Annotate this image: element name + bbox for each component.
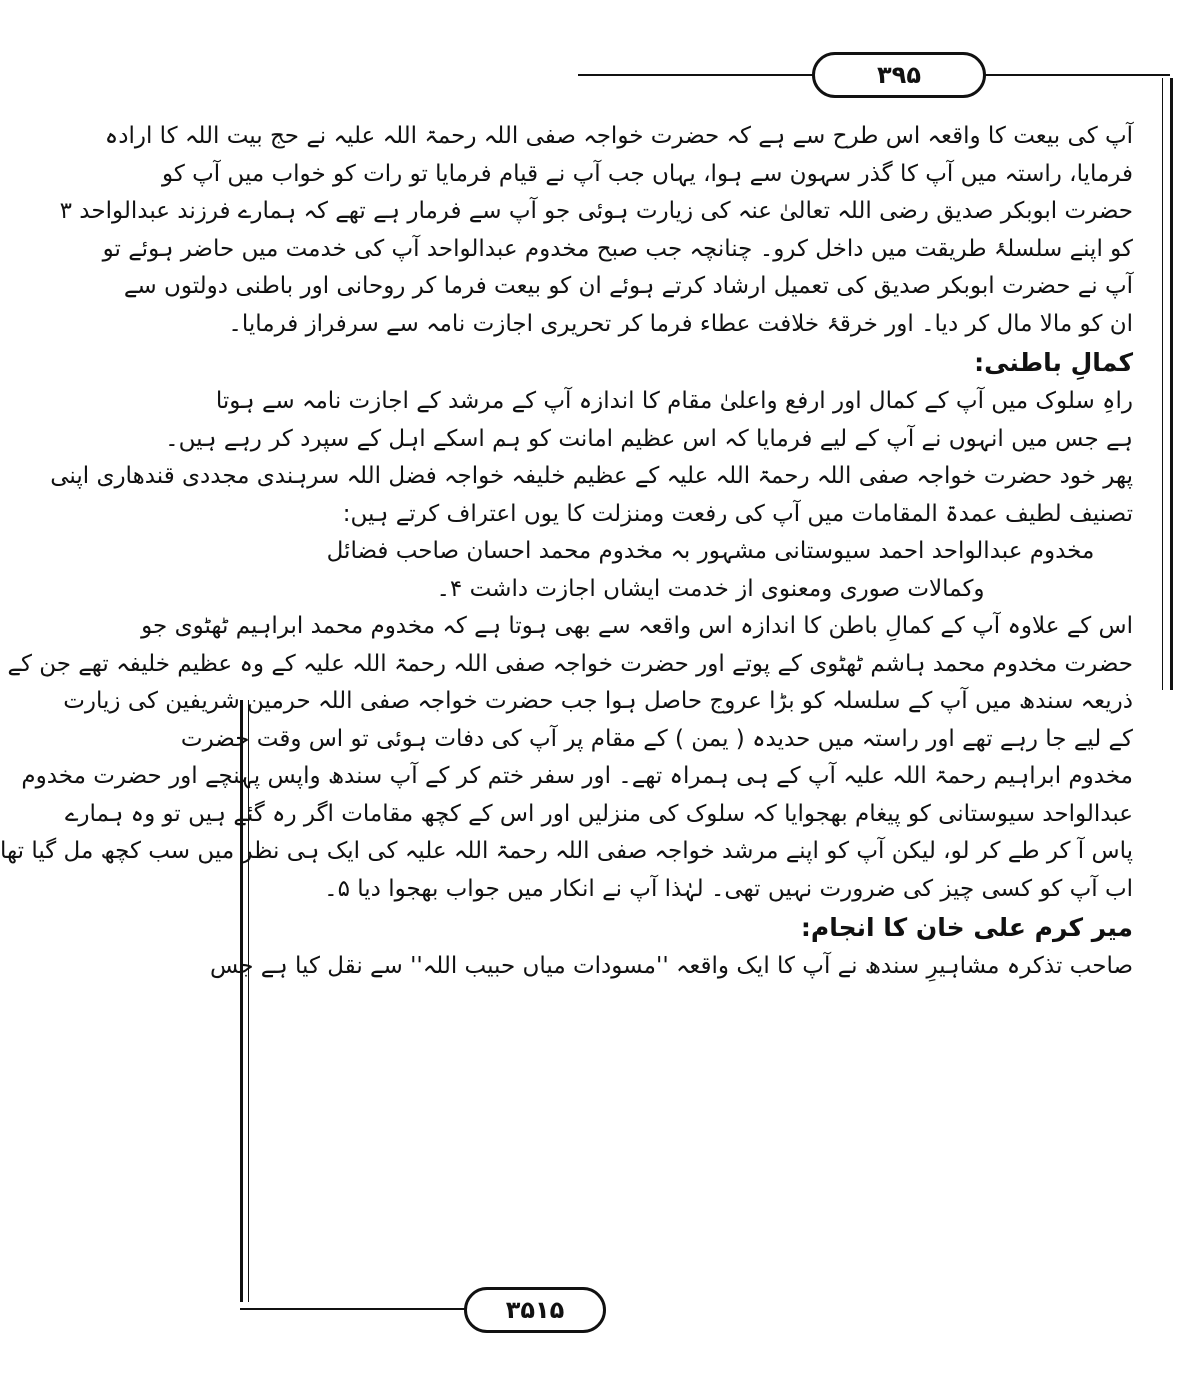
- text-line: اس کے علاوہ آپ کے کمالِ باطن کا اندازہ اس واقعہ سے بھی ہوتا ہے کہ مخدوم محمد ابراہیم ٹھٹوی جو: [141, 613, 1133, 639]
- page-number-bottom: ۳۵۱۵: [464, 1287, 606, 1333]
- paragraph-ibrahim-thattvi: [0, 608, 1133, 908]
- paragraph-kamal-batini: [50, 383, 1133, 533]
- frame-border-right: [1170, 78, 1173, 690]
- text-line: کے لیے جا رہے تھے اور راستہ میں حدیدہ ( یمن ) کے مقام پر آپ کی دفات ہوئی تو اس وقت حضرت: [180, 725, 1133, 752]
- text-line: آپ کی بیعت کا واقعہ اس طرح سے ہے کہ حضرت خواجہ صفی اللہ رحمۃ اللہ علیہ نے حج بیت اللہ کا ارادہ: [104, 123, 1133, 149]
- persian-quote: [288, 533, 1133, 608]
- quote-line: مخدوم عبدالواحد احمد سیوستانی مشہور بہ مخدوم محمد احسان صاحب فضائل: [326, 538, 1095, 564]
- page-number-top: ۳۹۵: [812, 52, 986, 98]
- heading-mir-karam-ali: میر کرم علی خان کا انجام:: [800, 913, 1133, 942]
- text-line: صاحب تذکرہ مشاہیرِ سندھ نے آپ کا ایک واقعہ ''مسودات میاں حبیب اللہ'' سے نقل کیا ہے جس: [209, 953, 1133, 979]
- paragraph-bayat: [59, 118, 1133, 343]
- text-line: اب آپ کو کسی چیز کی ضرورت نہیں تھی۔ لہٰذا آپ نے انکار میں جواب بھجوا دیا ۵۔: [324, 875, 1133, 902]
- text-line: تصنیف لطیف عمدۃ المقامات میں آپ کی رفعت ومنزلت کا یوں اعتراف کرتے ہیں:: [342, 500, 1133, 527]
- text-line: پاس آ کر طے کر لو، لیکن آپ کو اپنے مرشد خواجہ صفی اللہ رحمۃ اللہ علیہ کی ایک ہی نظر میں سب کچھ مل گیا تھا: [0, 838, 1133, 864]
- text-line: ذریعہ سندھ میں آپ کے سلسلہ کو بڑا عروج حاصل ہوا جب حضرت خواجہ صفی اللہ حرمین شریفین کی زیارت: [63, 688, 1133, 714]
- paragraph-mir-karam-ali: [209, 948, 1133, 986]
- text-line: ہے جس میں انہوں نے آپ کے لیے فرمایا کہ اس عظیم امانت کو ہم اسکے اہل کے سپرد کر رہے ہیں۔: [165, 425, 1133, 452]
- heading-kamal-batini: کمالِ باطنی:: [974, 348, 1133, 377]
- text-line: پھر خود حضرت خواجہ صفی اللہ رحمۃ اللہ علیہ کے عظیم خلیفہ خواجہ فضل اللہ سرہندی مجددی قندھاری اپنی: [50, 463, 1133, 489]
- page-body: [0, 118, 1133, 986]
- text-line: حضرت مخدوم محمد ہاشم ٹھٹوی کے پوتے اور حضرت خواجہ صفی اللہ رحمۃ اللہ علیہ کے وہ عظیم خلیفہ تھے جن کے: [7, 650, 1133, 677]
- text-line: ان کو مالا مال کر دیا۔ اور خرقۂ خلافت عطاء فرما کر تحریری اجازت نامہ سے سرفراز فرمایا۔: [228, 310, 1133, 337]
- text-line: فرمایا، راستہ میں آپ کا گذر سہون سے ہوا، یہاں جب آپ نے قیام فرمایا تو رات کو خواب میں آپ کو: [161, 160, 1133, 187]
- text-line: راہِ سلوک میں آپ کے کمال اور ارفع واعلیٰ مقام کا اندازہ آپ کے مرشد کے اجازت نامہ سے ہوتا: [215, 388, 1133, 414]
- text-line: آپ نے حضرت ابوبکر صدیق کی تعمیل ارشاد کرتے ہوئے ان کو بیعت فرما کر روحانی اور باطنی دولتوں سے: [123, 273, 1133, 299]
- quote-line: وکمالات صوری ومعنوی از خدمت ایشاں اجازت داشت ۴۔: [436, 575, 985, 602]
- text-line: عبدالواحد سیوستانی کو پیغام بھجوایا کہ سلوک کی منزلیں اور اس کے کچھ مقامات اگر رہ گئے ہیں تو وہ ہمارے: [64, 800, 1133, 827]
- frame-border-right-inner: [1162, 78, 1163, 690]
- text-line: مخدوم ابراہیم رحمۃ اللہ علیہ آپ کے ہی ہمراہ تھے۔ اور سفر ختم کر کے آپ سندھ واپس پہنچے اور حضرت مخدوم: [21, 763, 1133, 789]
- text-line: حضرت ابوبکر صدیق رضی اللہ تعالیٰ عنہ کی زیارت ہوئی جو آپ سے فرمار ہے تھے کہ ہمارے فرزند عبدالواحد ۳: [59, 198, 1133, 224]
- text-line: کو اپنے سلسلۂ طریقت میں داخل کرو۔ چنانچہ جب صبح مخدوم عبدالواحد آپ کی خدمت میں حاضر ہوئے تو: [102, 235, 1133, 262]
